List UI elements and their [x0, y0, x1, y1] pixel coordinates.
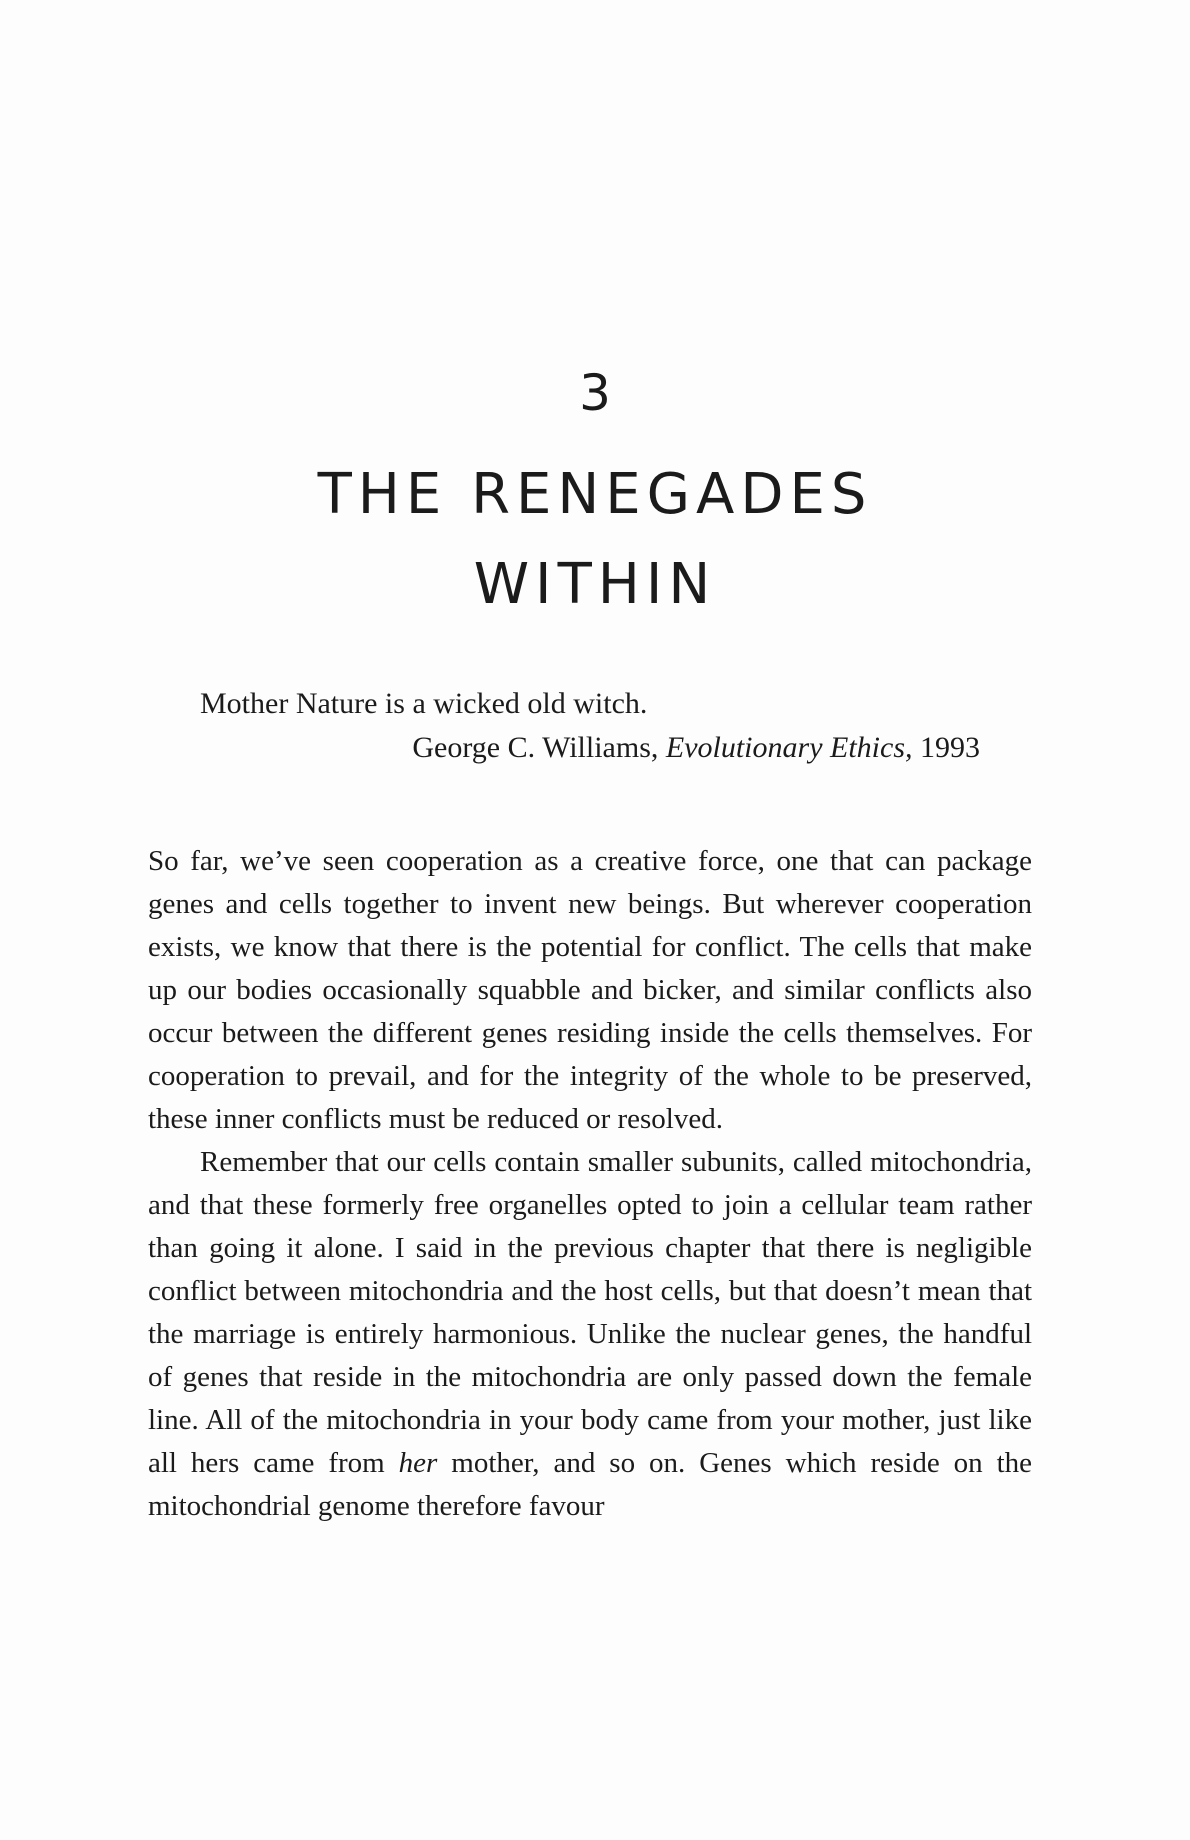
epigraph — [200, 682, 980, 770]
paragraph-2-part-1: Remember that our cells contain smaller subunits, called mitochondria, and that these formerly free organelles opted to join a cellular team rather than going it alone. I said in the previous chapter that there is negligible conflict between mitochondria and the host cells, but that doesn’t mean that the marriage is entirely harmonious. Unlike the nuclear genes, the handful of genes that reside in the mitochondria are only passed down the female line. All of the mitochondria in your body came from your mother, just like all hers came from — [148, 1146, 1032, 1479]
paragraph-2-part-2: mother, and so on. Genes which reside on the mitochondrial genome therefore favour — [148, 1447, 1033, 1522]
epigraph-year: 1993 — [920, 731, 980, 764]
paragraph-2-emphasis: her — [398, 1447, 438, 1479]
chapter-number: 3 — [579, 364, 611, 422]
epigraph-author: George C. Williams, — [412, 731, 659, 764]
body-text — [148, 840, 1032, 1528]
epigraph-attribution — [200, 726, 980, 770]
epigraph-quote: Mother Nature is a wicked old witch. — [200, 687, 648, 720]
paragraph-1: So far, we’ve seen cooperation as a creative force, one that can package genes and cells together to invent new beings. But wherever cooperation exists, we know that there is the potential for conflict. The cells that make up our bodies occasionally squabble and bicker, and similar conflicts also occur between the different genes residing inside the cells themselves. For cooperation to prevail, and for the integrity of the whole to be preserved, these inner conflicts must be reduced or resolved. — [148, 845, 1032, 1135]
chapter-title-line-2: WITHIN — [473, 552, 717, 617]
chapter-title-line-1: THE RENEGADES — [317, 462, 873, 527]
paragraph-2 — [148, 1141, 1032, 1528]
epigraph-work: Evolutionary Ethics, — [665, 731, 913, 764]
chapter-title — [0, 450, 1190, 630]
